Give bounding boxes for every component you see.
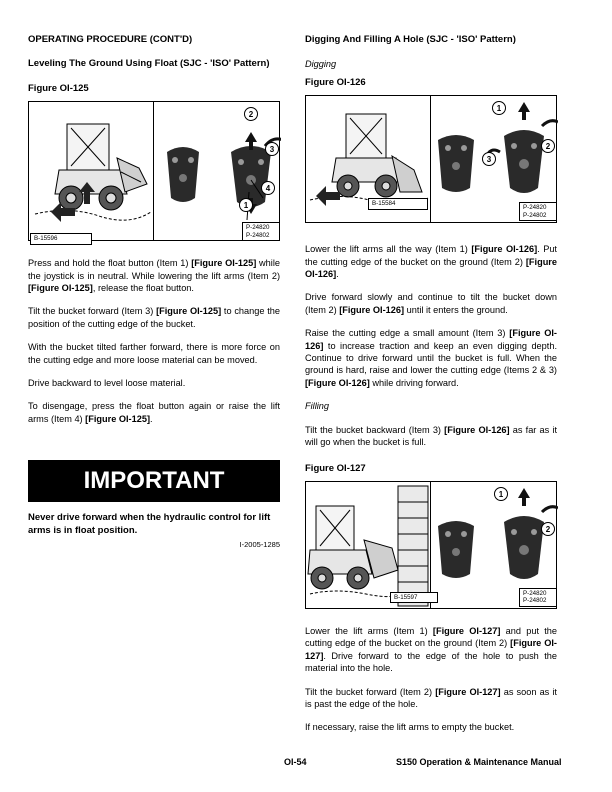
manual-title: S150 Operation & Maintenance Manual: [396, 757, 562, 767]
important-banner: IMPORTANT: [28, 460, 280, 502]
paragraph: Tilt the bucket forward (Item 3) [Figure OI-125] to change the position of the cutting edge of the bucket.: [28, 306, 280, 329]
paragraph: If necessary, raise the lift arms to empty the bucket.: [305, 722, 515, 733]
subsection-heading: Filling: [305, 401, 329, 412]
skid-steer-illustration: [306, 482, 430, 610]
paragraph: Tilt the bucket forward (Item 2) [Figure OI-127] as soon as it is past the edge of the hole.: [305, 686, 557, 709]
callout-3: 3: [482, 152, 496, 166]
callout-1: 1: [492, 101, 506, 115]
callout-2: 2: [541, 139, 555, 153]
page-number: OI-54: [284, 757, 307, 767]
callout-1: 1: [494, 487, 508, 501]
figure-code-left: B-15596: [30, 233, 92, 245]
paragraph: Drive forward slowly and continue to tilt the bucket down (Item 2) [Figure OI-126] until it enters the ground.: [305, 292, 557, 315]
right-column: [305, 34, 557, 745]
figure-code-left: B-15584: [368, 198, 428, 210]
figure-oi-126: [305, 95, 557, 223]
paragraph: Raise the cutting edge a small amount (Item 3) [Figure OI-126] to increase traction and keep an even digging depth. Continue to drive forward until the bucket is full. When the ground is hard, raise and lower the cutting edge (Items 2 & 3) [Figure OI-126] while driving forward.: [305, 328, 557, 388]
paragraph: Drive backward to level loose material.: [28, 378, 186, 389]
figure-oi-127: [305, 481, 557, 609]
left-column: [28, 34, 280, 552]
callout-1: 1: [239, 198, 253, 212]
figure-label: Figure OI-125: [28, 82, 89, 94]
important-text: Never drive forward when the hydraulic control for lift arms is in float position.: [28, 512, 271, 536]
paragraph: Lower the lift arms all the way (Item 1) [Figure OI-126]. Put the cutting edge of the bucket on the ground (Item 2) [Figure OI-126].: [305, 244, 557, 280]
paragraph: With the bucket tilted farther forward, there is more force on the cutting edge and more loose material can be moved.: [28, 342, 280, 365]
figure-code-left: B-15597: [390, 592, 438, 604]
figure-label: Figure OI-127: [305, 462, 366, 474]
figure-label: Figure OI-126: [305, 76, 366, 88]
figure-code-right: P-24820 P-24802: [242, 222, 280, 241]
callout-2: 2: [244, 107, 258, 121]
callout-2: 2: [541, 522, 555, 536]
section-heading: Digging And Filling A Hole (SJC - 'ISO' Pattern): [305, 34, 516, 45]
paragraph: Press and hold the float button (Item 1) [Figure OI-125] while the joystick is in neutral. While lowering the lift arms (Item 2) [Figure OI-125], release the float button.: [28, 258, 280, 294]
figure-code-right: P-24820 P-24802: [519, 588, 557, 607]
important-code: I-2005-1285: [239, 540, 280, 550]
subsection-heading: Digging: [305, 59, 337, 70]
paragraph: Tilt the bucket backward (Item 3) [Figure OI-126] as far as it will go when the bucket is full.: [305, 424, 557, 448]
callout-4: 4: [261, 181, 275, 195]
section-heading: OPERATING PROCEDURE (CONT'D): [28, 34, 193, 45]
paragraph: To disengage, press the float button again or raise the lift arms (Item 4) [Figure OI-125].: [28, 401, 280, 424]
skid-steer-illustration: [29, 102, 153, 242]
joystick-illustration: [153, 102, 281, 242]
figure-code-right: P-24820 P-24802: [519, 202, 557, 221]
subsection-heading: Leveling The Ground Using Float (SJC - 'ISO' Pattern): [28, 58, 270, 70]
paragraph: Lower the lift arms (Item 1) [Figure OI-127] and put the cutting edge of the bucket on the ground (Item 2) [Figure OI-127]. Drive forward to the edge of the hole to push the material into the hole.: [305, 625, 557, 674]
callout-3: 3: [265, 142, 279, 156]
figure-oi-125: [28, 101, 280, 241]
